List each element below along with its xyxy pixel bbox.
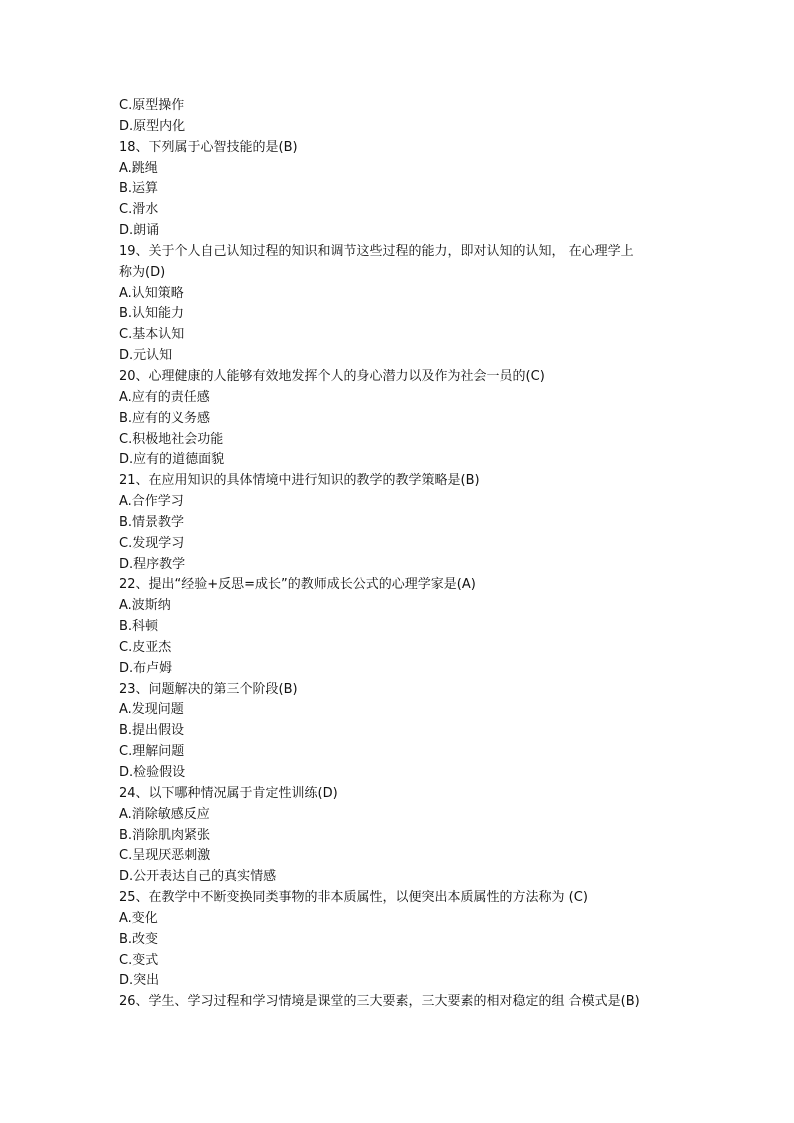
document-body	[119, 96, 684, 1013]
option-line: C.滑水	[119, 202, 159, 218]
option-line: A.波斯纳	[119, 598, 171, 614]
option-line: A.发现问题	[119, 702, 184, 718]
option-line: C.基本认知	[119, 327, 185, 343]
question-21: 21、在应用知识的具体情境中进行知识的教学的教学策略是(B)	[119, 473, 480, 489]
option-line: D.突出	[119, 973, 160, 989]
option-line: B.情景教学	[119, 514, 185, 530]
question-18: 18、下列属于心智技能的是(B)	[119, 139, 298, 155]
option-line: A.消除敏感反应	[119, 806, 210, 822]
option-line: B.消除肌肉紧张	[119, 827, 211, 843]
option-line: B.科顿	[119, 619, 159, 635]
option-line: A.合作学习	[119, 494, 184, 510]
option-line: C.变式	[119, 952, 159, 968]
option-line: D.原型内化	[119, 118, 186, 134]
option-line: C.皮亚杰	[119, 639, 172, 655]
question-26: 26、学生、学习过程和学习情境是课堂的三大要素，三大要素的相对稳定的组 合模式是(B)	[119, 994, 640, 1010]
option-line: B.应有的义务感	[119, 410, 211, 426]
option-line: B.改变	[119, 931, 159, 947]
option-line: D.公开表达自己的真实情感	[119, 869, 277, 885]
option-line: D.应有的道德面貌	[119, 452, 225, 468]
option-line: A.变化	[119, 910, 158, 926]
question-24: 24、以下哪种情况属于肯定性训练(D)	[119, 785, 338, 801]
question-25: 25、在教学中不断变换同类事物的非本质属性，以便突出本质属性的方法称为 (C)	[119, 890, 588, 906]
option-line: A.认知策略	[119, 285, 184, 301]
option-line: D.朗诵	[119, 223, 160, 239]
option-line: D.布卢姆	[119, 660, 173, 676]
option-line: C.呈现厌恶刺激	[119, 848, 211, 864]
question-23: 23、问题解决的第三个阶段(B)	[119, 681, 298, 697]
option-line: C.发现学习	[119, 535, 185, 551]
option-line: B.提出假设	[119, 723, 185, 739]
option-line: A.应有的责任感	[119, 389, 210, 405]
option-line: B.运算	[119, 181, 159, 197]
option-line: A.跳绳	[119, 160, 158, 176]
question-19-continued: 称为(D)	[119, 264, 166, 280]
option-line: D.程序教学	[119, 556, 186, 572]
option-line: B.认知能力	[119, 306, 185, 322]
option-line: D.检验假设	[119, 765, 186, 780]
question-20: 20、心理健康的人能够有效地发挥个人的身心潜力以及作为社会一员的(C)	[119, 368, 545, 384]
option-line: D.元认知	[119, 348, 173, 364]
option-line: C.积极地社会功能	[119, 431, 224, 447]
question-19: 19、关于个人自己认知过程的知识和调节这些过程的能力，即对认知的认知， 在心理学上	[119, 243, 634, 259]
option-line: C.理解问题	[119, 744, 185, 760]
option-line: C.原型操作	[119, 98, 185, 113]
question-22: 22、提出“经验+反思=成长”的教师成长公式的心理学家是(A)	[119, 577, 476, 593]
